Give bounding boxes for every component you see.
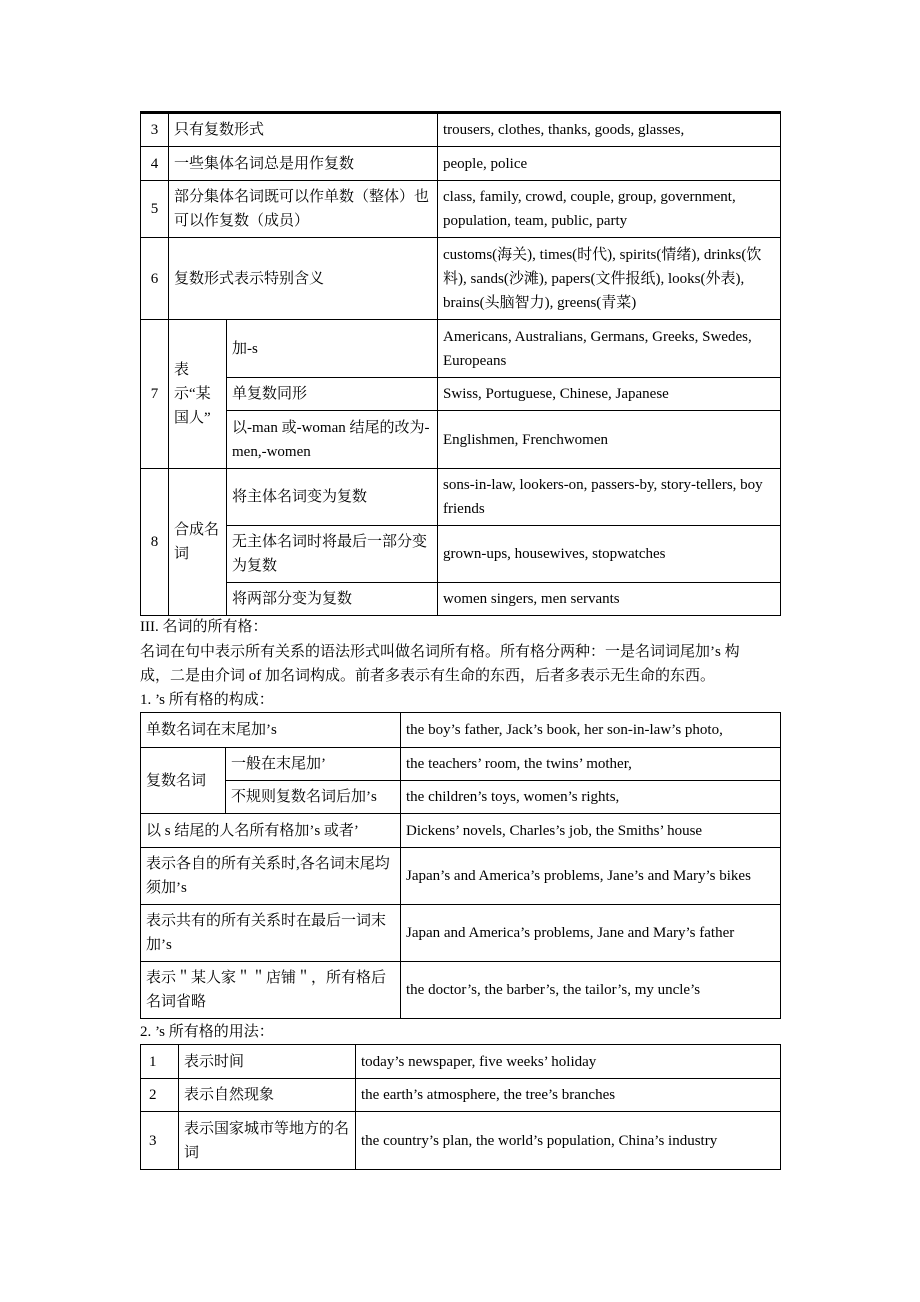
- table-row: [141, 713, 781, 748]
- examples-cell: class, family, crowd, couple, group, government, population, team, public, party: [438, 181, 781, 238]
- examples-cell: women singers, men servants: [438, 583, 781, 616]
- examples-cell: customs(海关), times(时代), spirits(情绪), drinks(饮料), sands(沙滩), papers(文件报纸), looks(外表), brains(头脑智力), greens(青菜): [438, 238, 781, 320]
- rule-cell: 表示共有的所有关系时在最后一词末加’s: [141, 905, 401, 962]
- rule-cell: 表示国家城市等地方的名词: [179, 1112, 356, 1170]
- row-number: 8: [141, 469, 169, 616]
- row-number: 6: [141, 238, 169, 320]
- rule-cell: 不规则复数名词后加’s: [226, 781, 401, 814]
- table-row: [141, 962, 781, 1019]
- table-row: [141, 748, 781, 781]
- rule-cell: 无主体名词时将最后一部分变为复数: [227, 526, 438, 583]
- table-row: [141, 526, 781, 583]
- table-row: [141, 583, 781, 616]
- table-row: [141, 181, 781, 238]
- table-row: [141, 147, 781, 181]
- table-row: [141, 113, 781, 147]
- table-row: [141, 469, 781, 526]
- rule-cell: 单数名词在末尾加’s: [141, 713, 401, 748]
- row-number: 5: [141, 181, 169, 238]
- table-row: [141, 378, 781, 411]
- examples-cell: grown-ups, housewives, stopwatches: [438, 526, 781, 583]
- table-row: [141, 238, 781, 320]
- examples-cell: Englishmen, Frenchwomen: [438, 411, 781, 469]
- table-row: [141, 905, 781, 962]
- rule-cell: 将主体名词变为复数: [227, 469, 438, 526]
- rule-cell: 以 s 结尾的人名所有格加’s 或者’: [141, 814, 401, 848]
- group-label: 合成名词: [169, 469, 227, 616]
- row-number: 3: [141, 1112, 179, 1170]
- possessive-formation-table: [140, 712, 781, 1019]
- rule-cell: 表示时间: [179, 1045, 356, 1079]
- rule-cell: 以-man 或-woman 结尾的改为-men,-women: [227, 411, 438, 469]
- examples-cell: the teachers’ room, the twins’ mother,: [401, 748, 781, 781]
- rule-cell: 表示各自的所有关系时,各名词末尾均须加’s: [141, 848, 401, 905]
- rule-cell: 复数形式表示特别含义: [169, 238, 438, 320]
- table-row: [141, 320, 781, 378]
- examples-cell: the boy’s father, Jack’s book, her son-in-law’s photo,: [401, 713, 781, 748]
- examples-cell: trousers, clothes, thanks, goods, glasses,: [438, 113, 781, 147]
- rule-cell: 加-s: [227, 320, 438, 378]
- table-row: [141, 411, 781, 469]
- section-heading: III. 名词的所有格：: [140, 619, 268, 635]
- paragraph-line: 成，二是由介词 of 加名词构成。前者多表示有生命的东西，后者多表示无生命的东西。: [140, 668, 715, 684]
- rule-cell: 单复数同形: [227, 378, 438, 411]
- table-row: [141, 1112, 781, 1170]
- examples-cell: Swiss, Portuguese, Chinese, Japanese: [438, 378, 781, 411]
- rule-cell: 一些集体名词总是用作复数: [169, 147, 438, 181]
- table-row: [141, 848, 781, 905]
- examples-cell: Japan and America’s problems, Jane and Mary’s father: [401, 905, 781, 962]
- group-label: 复数名词: [141, 748, 226, 814]
- row-number: 7: [141, 320, 169, 469]
- plural-forms-table: [140, 111, 781, 616]
- examples-cell: Americans, Australians, Germans, Greeks, Swedes, Europeans: [438, 320, 781, 378]
- row-number: 2: [141, 1079, 179, 1112]
- rule-cell: 一般在末尾加’: [226, 748, 401, 781]
- subheading-formation: 1. ’s 所有格的构成：: [140, 692, 274, 708]
- examples-cell: people, police: [438, 147, 781, 181]
- row-number: 3: [141, 113, 169, 147]
- rule-cell: 表示自然现象: [179, 1079, 356, 1112]
- row-number: 4: [141, 147, 169, 181]
- rule-cell: 表示＂某人家＂＂店铺＂，所有格后名词省略: [141, 962, 401, 1019]
- rule-cell: 部分集体名词既可以作单数（整体）也可以作复数（成员）: [169, 181, 438, 238]
- examples-cell: Japan’s and America’s problems, Jane’s and Mary’s bikes: [401, 848, 781, 905]
- paragraph-line: 名词在句中表示所有关系的语法形式叫做名词所有格。所有格分两种：一是名词词尾加’s 构: [140, 644, 740, 660]
- examples-cell: the earth’s atmosphere, the tree’s branches: [356, 1079, 781, 1112]
- examples-cell: the doctor’s, the barber’s, the tailor’s, my uncle’s: [401, 962, 781, 1019]
- row-number: 1: [141, 1045, 179, 1079]
- rule-cell: 将两部分变为复数: [227, 583, 438, 616]
- examples-cell: today’s newspaper, five weeks’ holiday: [356, 1045, 781, 1079]
- rule-cell: 只有复数形式: [169, 113, 438, 147]
- table-row: [141, 1079, 781, 1112]
- table-row: [141, 814, 781, 848]
- group-label: 表示“某国人”: [169, 320, 227, 469]
- examples-cell: sons-in-law, lookers-on, passers-by, story-tellers, boy friends: [438, 469, 781, 526]
- examples-cell: the children’s toys, women’s rights,: [401, 781, 781, 814]
- examples-cell: the country’s plan, the world’s population, China’s industry: [356, 1112, 781, 1170]
- possessive-usage-table: [140, 1044, 781, 1170]
- examples-cell: Dickens’ novels, Charles’s job, the Smiths’ house: [401, 814, 781, 848]
- table-row: [141, 781, 781, 814]
- table-row: [141, 1045, 781, 1079]
- subheading-usage: 2. ’s 所有格的用法：: [140, 1024, 274, 1040]
